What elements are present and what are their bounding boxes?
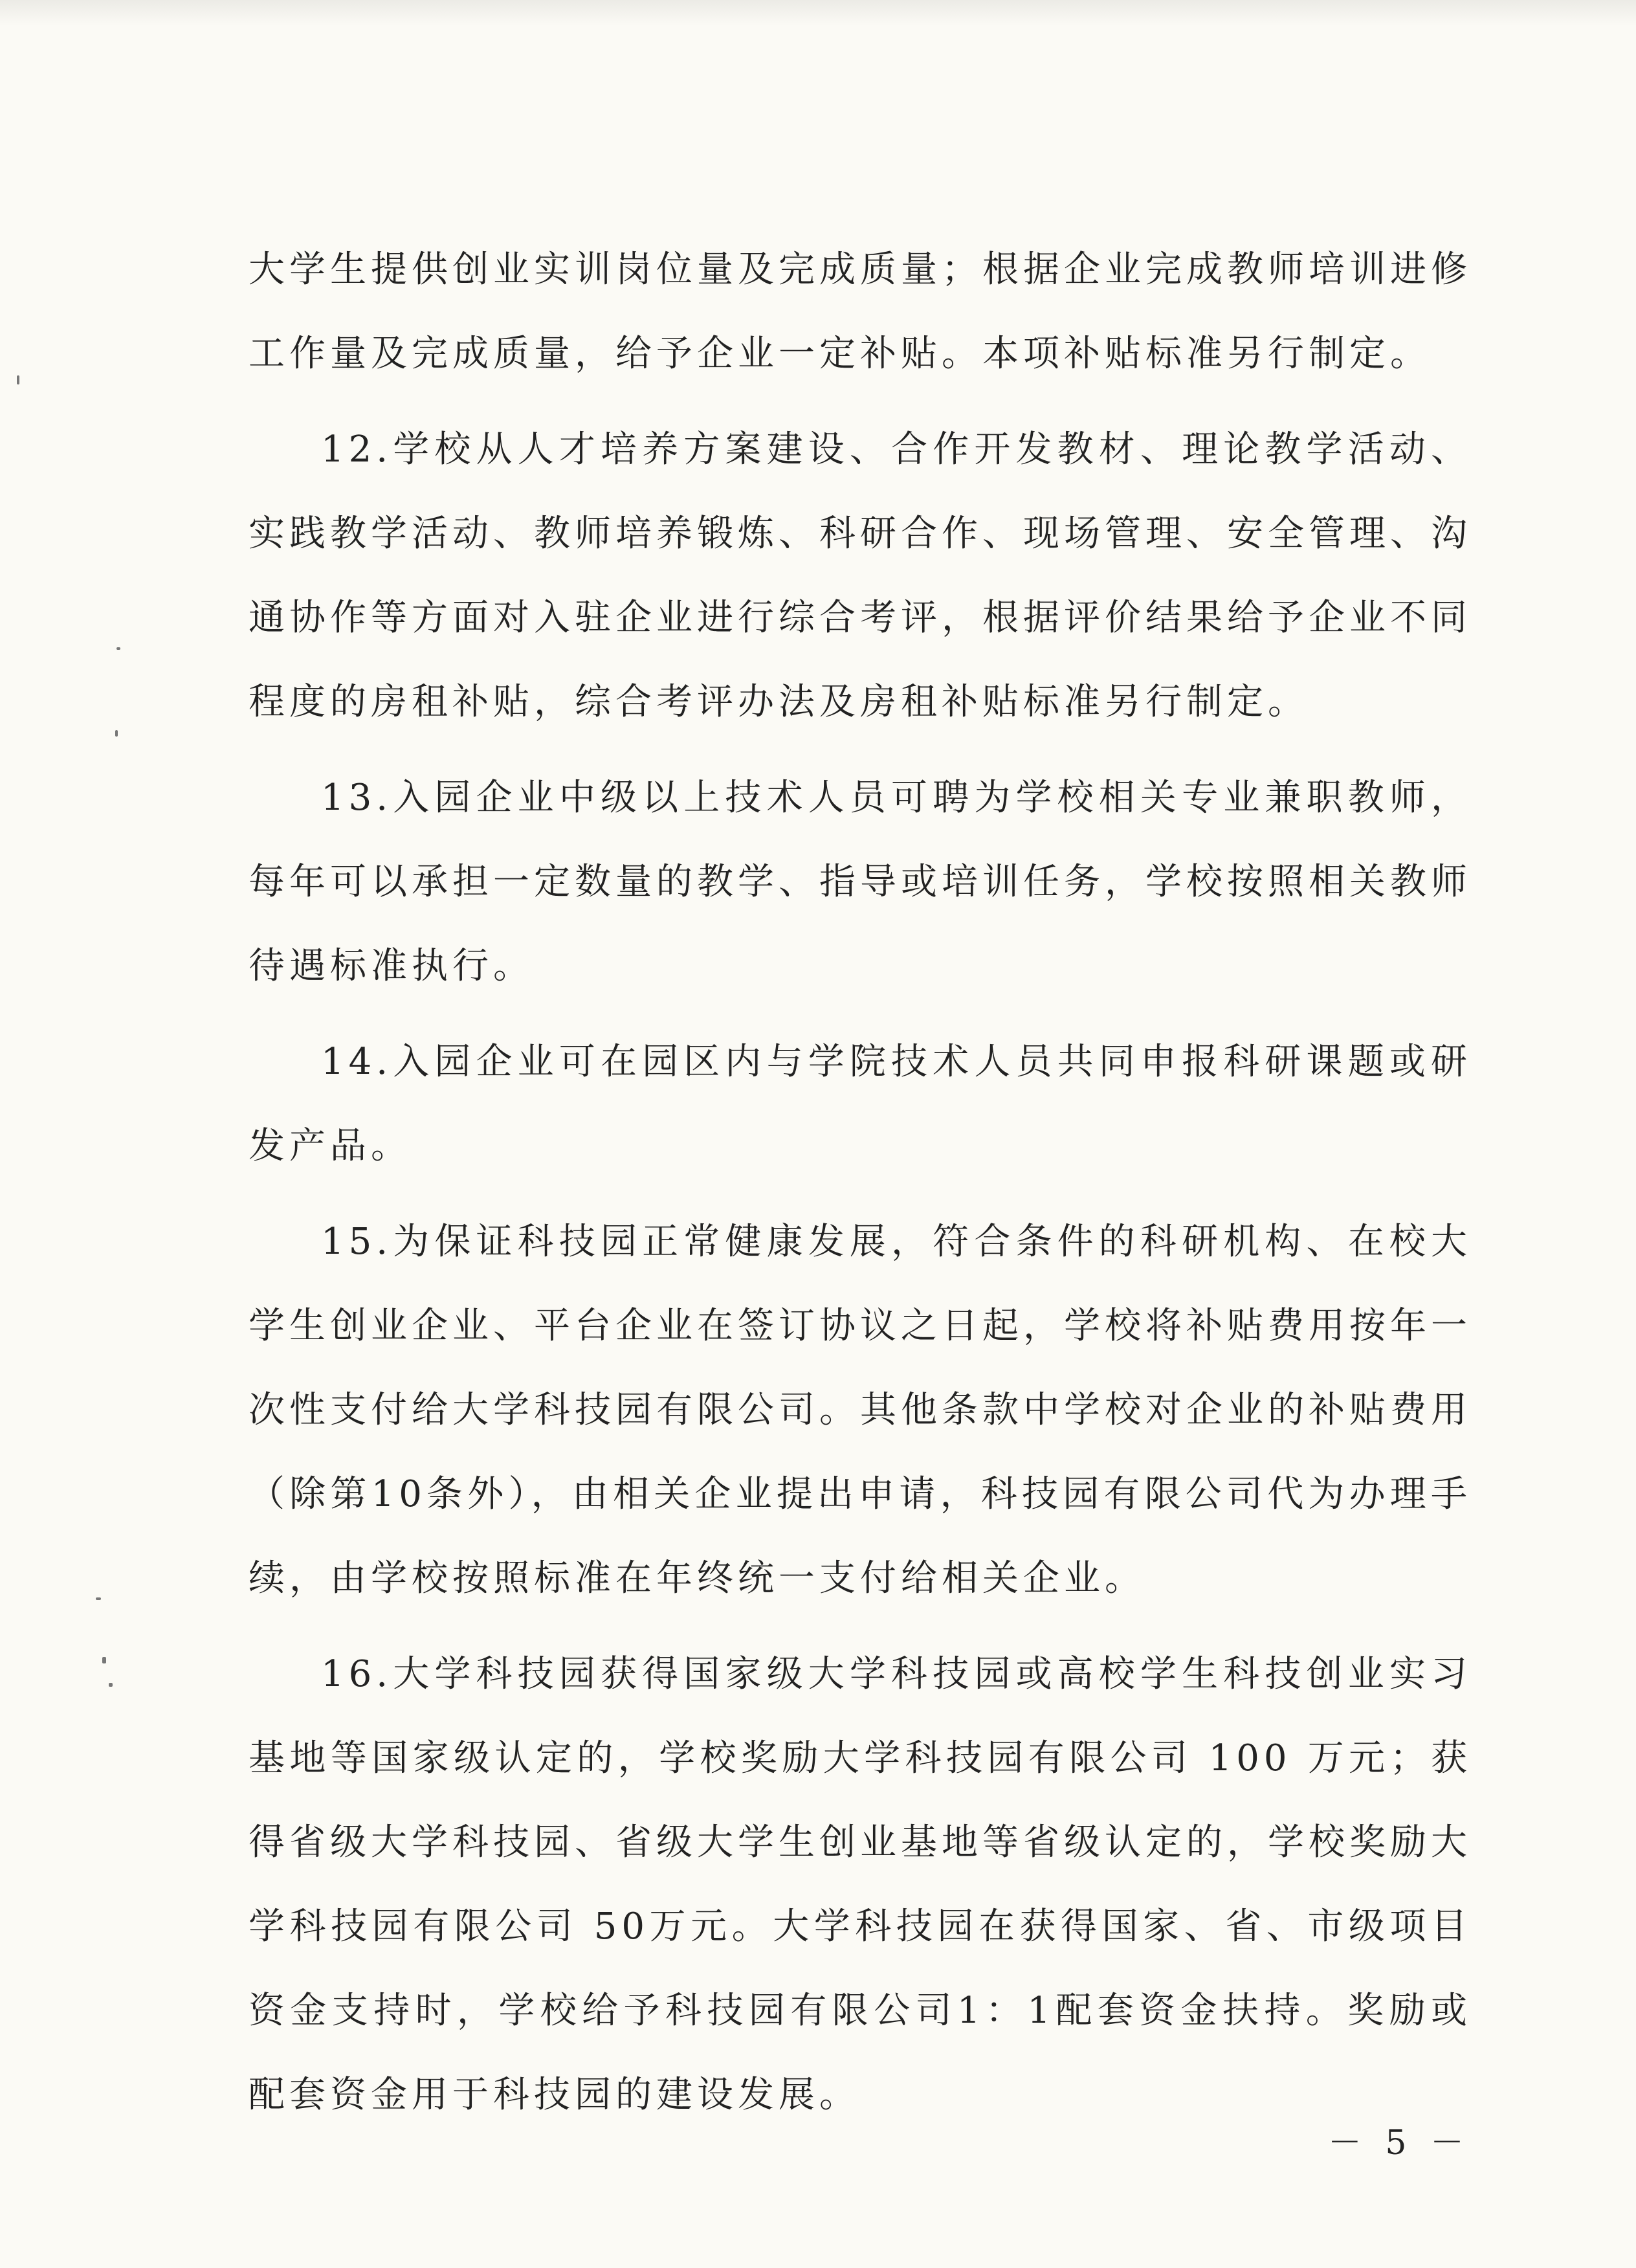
scan-speck [115,730,118,737]
paragraph-item-13: 13.入园企业中级以上技术人员可聘为学校相关专业兼职教师，每年可以承担一定数量的教学、指导或培训任务，学校按照相关教师待遇标准执行。 [249,777,1472,987]
paragraph-item-12: 12.学校从人才培养方案建设、合作开发教材、理论教学活动、实践教学活动、教师培养锻炼、科研合作、现场管理、安全管理、沟通协作等方面对入驻企业进行综合考评，根据评价结果给予企业不同程度的房租补贴，综合考评办法及房租补贴标准另行制定。 [249,428,1472,723]
scan-speck [96,1597,101,1600]
scan-speck [17,375,19,384]
scan-speck [109,1683,113,1687]
scan-speck [116,647,120,650]
paragraph-continuation: 大学生提供创业实训岗位量及完成质量；根据企业完成教师培训进修工作量及完成质量，给予企业一定补贴。本项补贴标准另行制定。 [249,249,1472,375]
scan-speck [102,1657,106,1663]
page-number: － 5 － [1327,2124,1470,2162]
paragraph-item-16: 16.大学科技园获得国家级大学科技园或高校学生科技创业实习基地等国家级认定的，学校奖励大学科技园有限公司 100 万元；获得省级大学科技园、省级大学生创业基地等省级认定的，学校奖励大学科技园有限公司 50万元。大学科技园在获得国家、省、市级项目资金支持时，学校给予科技园有限公司1：1配套资金扶持。奖励或配套资金用于科技园的建设发展。 [249,1653,1472,2116]
paragraph-item-14: 14.入园企业可在园区内与学院技术人员共同申报科研课题或研发产品。 [249,1041,1472,1167]
paragraph-item-15: 15.为保证科技园正常健康发展，符合条件的科研机构、在校大学生创业企业、平台企业在签订协议之日起，学校将补贴费用按年一次性支付给大学科技园有限公司。其他条款中学校对企业的补贴费用（除第10条外），由相关企业提出申请，科技园有限公司代为办理手续，由学校按照标准在年终统一支付给相关企业。 [249,1221,1472,1599]
scan-edge [0,0,1636,26]
document-body [249,228,1472,2137]
